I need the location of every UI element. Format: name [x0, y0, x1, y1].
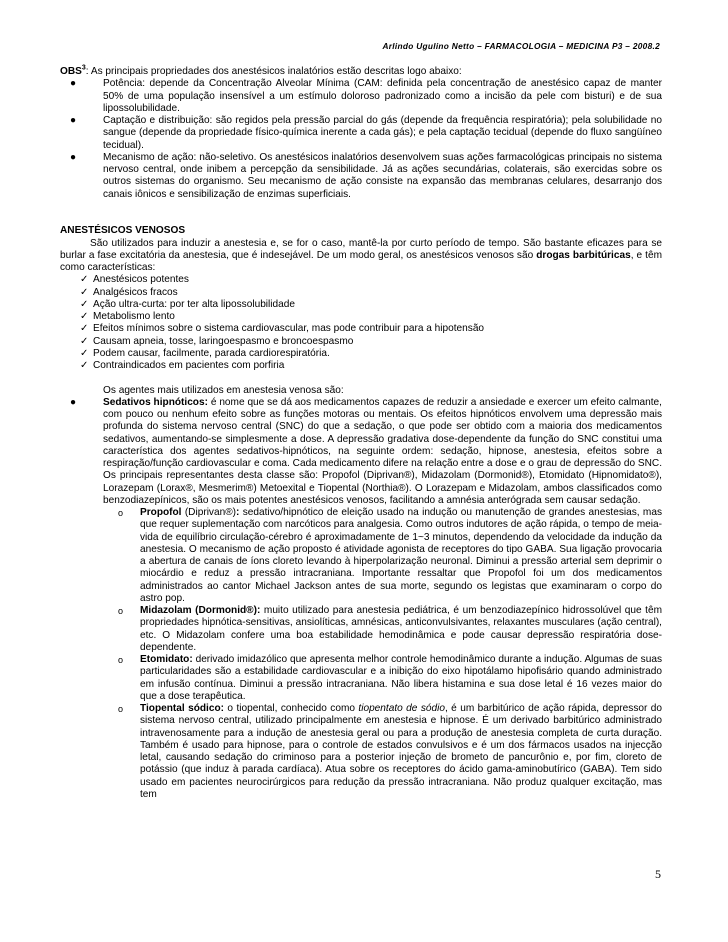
- circle-bullet-icon: o: [118, 704, 124, 714]
- bullet-icon: ●: [70, 115, 77, 126]
- characteristics-list: [60, 274, 662, 372]
- obs-sup: 3: [81, 64, 86, 72]
- bullet-icon: ●: [70, 78, 77, 90]
- sedativos-sublist: [60, 507, 662, 801]
- agent-midazolam: o Midazolam (Dormonid®): muito utilizado para anestesia pediátrica, é um benzodiazepínico hidrossolúvel que têm propriedades hipnótica-sensitivas, ansiolíticas, amnésicas, anticonvulsivantes, relaxantes musculares (ação central), etc. O Midazolam confere uma boa estabilidade hemodinâmica e pode causar depressão respiratória dose-dependente.: [118, 605, 662, 653]
- check-icon: ✓: [80, 347, 89, 359]
- page-content: [60, 66, 662, 801]
- bullet-icon: ●: [70, 396, 77, 408]
- agent-propofol: o Propofol (Diprivan®): sedativo/hipnótico de eleição usado na indução ou manutenção de grandes anestesias, mas que requer suplementação com narcóticos para analgesia. Como outros indutores de ação rápida, o tempo de meia-vida de equilíbrio circulação-cérebro é aproximadamente de 1~3 minutos, dependendo da velocidade da indução da anestesia. O mecanismo de ação proposto é atividade agonista de receptores do tipo GABA. Sua ligação provocaria a abertura de canais de íons cloreto levando à hiperpolarização neuronal. Diminui a pressão arterial sem deprimir o miocárdio e reduz a pressão intracraniana. Importante ressaltar que Propofol foi um dos medicamentos administrados ao cantor Michael Jackson antes de sua morte, segundo os legistas que examinaram o corpo do astro pop.: [118, 507, 662, 604]
- check-icon: ✓: [80, 360, 89, 371]
- check-icon: ✓: [80, 298, 89, 310]
- running-header: Arlindo Ugulino Netto – FARMACOLOGIA – MEDICINA P3 – 2008.2: [382, 41, 660, 51]
- circle-bullet-icon: o: [118, 655, 124, 665]
- check-item: ✓ Ação ultra-curta: por ter alta lipossolubilidade: [80, 298, 295, 310]
- agent-tiopental: o Tiopental sódico: o tiopental, conhecido como tiopentato de sódio, é um barbitúrico de ação rápida, depressor do sistema nervoso central, utilizado principalmente em anestesia e hipnose. É um derivado barbitúrico administrado intravenosamente para a indução de anestesia geral ou para a produção de anestesia completa de curta duração. Também é usado para hipnose, para o controle de estados convulsivos e é um dos fármacos usados na injecção letal, causando sedação do criminoso para a posterior injeção de brometo de pancurônio e, por fim, cloreto de potássio (que induz à parada cardíaca). Atua sobre os receptores do ácido gama-aminobutírico (GABA). Tem sido usado em pacientes neurocirúrgicos para redução da pressão intracraniana. Não produz qualquer excitação, mas tem: [118, 703, 662, 800]
- obs-text: : As principais propriedades dos anestésicos inalatórios estão descritas logo abaixo:: [85, 66, 462, 77]
- check-item: ✓ Efeitos mínimos sobre o sistema cardiovascular, mas pode contribuir para a hipotensão: [80, 323, 485, 335]
- obs-item-captacao: ● Captação e distribuição: são regidos pela pressão parcial do gás (depende da frequência respiratória); pela solubilidade no sangue (depende da propriedade físico-química inerente a cada gás); e pela captação tecidual (depende do fluxo sangüíneo tecidual).: [70, 115, 662, 151]
- obs-item-mecanismo: ● Mecanismo de ação: não-seletivo. Os anestésicos inalatórios desenvolvem suas ações farmacológicas principais no sistema nervoso central, onde inibem a percepção da sensibilidade. Já as ações secundárias, colaterais, são exercidas sobre os outros sistemas do organismo. Seu mecanismo de ação consiste na expansão das membranas celulares, desarranjo dos canais iônicos e sensibilização de enzimas superficiais.: [70, 151, 662, 200]
- venosos-intro: São utilizados para induzir a anestesia e, se for o caso, mantê-la por curto período de tempo. São bastante eficazes para se burlar a fase excitatória da anestesia, que é indesejável. De um modo geral, os anestésicos venosos são drogas barbitúricas, e têm como características:: [60, 237, 663, 273]
- check-icon: ✓: [80, 311, 89, 322]
- obs-item-potencia: ● Potência: depende da Concentração Alveolar Mínima (CAM: definida pela concentração de anestésico capaz de manter 50% de uma população insensível a um estímulo doloroso padronizado como a incisão da pele com bisturi) e de sua lipossolubilidade.: [70, 78, 662, 114]
- bullet-icon: ●: [70, 151, 77, 163]
- check-item: ✓ Analgésicos fracos: [80, 286, 178, 298]
- check-icon: ✓: [80, 335, 89, 347]
- obs-intro: [60, 66, 662, 78]
- check-item: ✓ Podem causar, facilmente, parada cardiorespiratória.: [80, 347, 330, 359]
- circle-bullet-icon: o: [118, 606, 124, 616]
- agent-etomidato: o Etomidato: derivado imidazólico que apresenta melhor controle hemodinâmico durante a indução. Algumas de suas particularidades são a estabilidade cardiovascular e a inibição do eixo hipotálamo hipofisário quando administrado em infusão contínua. Diminui a pressão intracraniana. Não libera histamina e sua dose letal é 16 vezes maior do que a dose terapêutica.: [118, 654, 662, 702]
- check-icon: ✓: [80, 323, 89, 335]
- check-icon: ✓: [80, 274, 89, 286]
- check-icon: ✓: [80, 286, 89, 298]
- page-number: 5: [655, 867, 661, 881]
- circle-bullet-icon: o: [118, 508, 124, 518]
- check-item: ✓ Causam apneia, tosse, laringoespasmo e broncoespasmo: [80, 335, 354, 347]
- obs-label: OBS: [60, 66, 82, 77]
- check-item: ✓ Contraindicados em pacientes com porfiria: [80, 360, 285, 371]
- agents-intro: Os agentes mais utilizados em anestesia venosa são:: [103, 384, 344, 396]
- section-title: ANESTÉSICOS VENOSOS: [60, 225, 186, 237]
- check-item: ✓ Anestésicos potentes: [80, 274, 189, 286]
- obs-list: [60, 78, 662, 201]
- agent-sedativos: ● Sedativos hipnóticos: é nome que se dá aos medicamentos capazes de reduzir a ansiedade e exercer um efeito calmante, com pouco ou nenhum efeito sobre as funções motoras ou mentais. Os efeitos hipnóticos envolvem uma depressão mais profunda do sistema nervoso central (SNC) do que a sedação, o que pode ser obtido com a maioria dos medicamentos sedativos, aumentando-se simplesmente a dose. A depressão gradativa dose-dependente da função do SNC constitui uma característica dos agentes sedativos-hipnóticos, na seguinte ordem: sedação, hipnose, anestesia, efeitos sobre a respiração/função cardiovascular e coma. Cada medicamento difere na relação entre a dose e o grau de depressão do SNC. Os principais representantes desta classe são: Propofol (Diprivan®), Midazolam (Dormonid®), Etomidato (Hipnomidato®), Lorazepam (Lorax®, Mesmerim®) Metoexital e Tiopental (Northia®). O Lorazepam e Midazolam, ambos classificados como benzodiazepínicos, são os mais potentes anestésicos venosos, facilitando a amnésia anterógrada sem causar sedação.: [70, 396, 662, 506]
- agents-list: [60, 397, 662, 507]
- check-item: ✓ Metabolismo lento: [80, 311, 175, 322]
